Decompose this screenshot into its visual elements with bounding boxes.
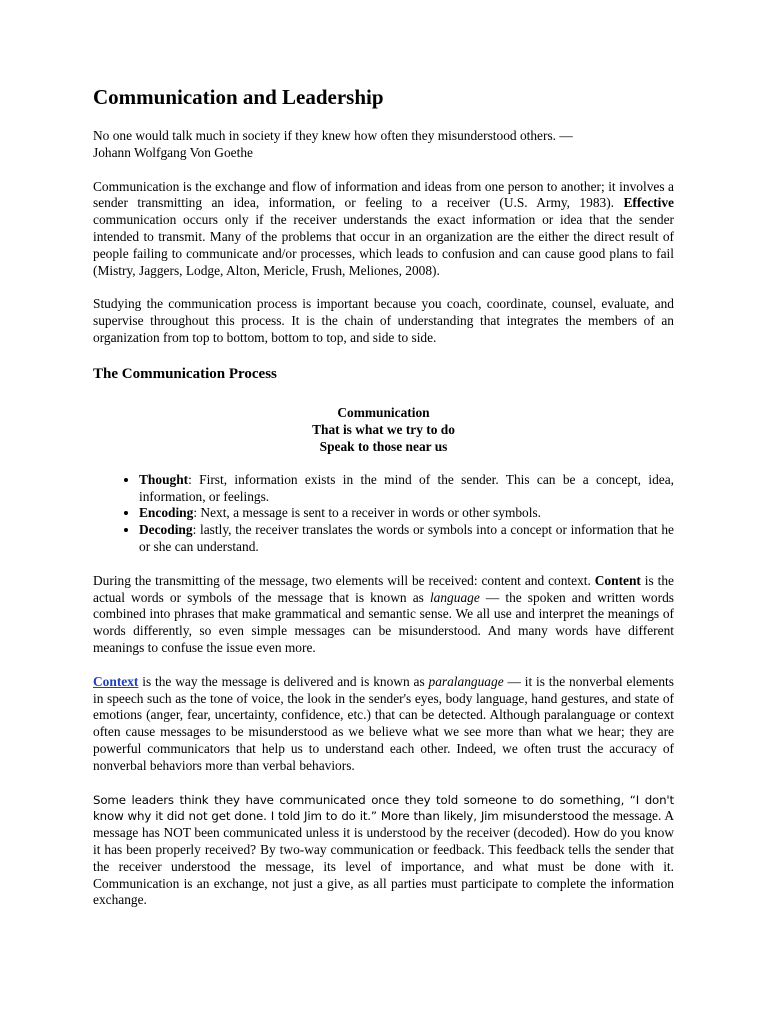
list-item-text: : Next, a message is sent to a receiver in words or other symbols. xyxy=(193,505,542,521)
poem-line: That is what we try to do xyxy=(312,421,455,437)
quote-text: No one would talk much in society if they knew how often they misunderstood others. — xyxy=(93,128,573,143)
quote-author: Johann Wolfgang Von Goethe xyxy=(93,144,253,160)
paragraph-content-bold: Content xyxy=(594,572,641,588)
paragraph-leaders xyxy=(93,792,674,910)
list-item-term: Decoding xyxy=(139,522,193,538)
document-body xyxy=(93,84,674,926)
list-item xyxy=(139,505,674,522)
context-link[interactable]: Context xyxy=(93,673,139,689)
paragraph-studying: Studying the communication process is important because you coach, coordinate, counsel, evaluate, and supervise throughout this process. It is the chain of understanding that integrates the members of an organization from top to bottom, bottom to top, and side to side. xyxy=(93,296,674,345)
poem xyxy=(93,404,674,455)
paragraph-leaders-rest: the message. A message has NOT been communicated unless it is understood by the receiver (decoded). How do you know it has been properly received? By two-way communication or feedback. This feedback tells the sender that the receiver understood the message, its level of importance, and what must be done with it. Communication is an exchange, not just a give, as all parties must participate to complete the information exchange. xyxy=(93,808,674,908)
process-list xyxy=(93,472,674,556)
quote-paragraph xyxy=(93,128,674,162)
paragraph-context-b: — it is the nonverbal elements in speech such as the tone of voice, the look in the sender's eyes, body language, hand gestures, and state of emotions (anger, fear, uncertainty, confidence, etc.) that can be detected. Although paralanguage or context often cause messages to be misunderstood as we believe what we see more than what we hear; they are powerful communicators that help us to understand each other. Indeed, we often trust the accuracy of nonverbal behaviors more than verbal behaviors. xyxy=(93,673,674,773)
list-item xyxy=(139,522,674,556)
paragraph-leaders-sans: Some leaders think they have communicated once they told someone to do something, “I don't know why it did not get done. I told Jim to do it.” More than likely, Jim misunderstood xyxy=(93,792,674,824)
list-item-term: Thought xyxy=(139,471,189,487)
paragraph-content-a: During the transmitting of the message, two elements will be received: content and context. xyxy=(93,572,595,588)
list-item xyxy=(139,472,674,506)
paragraph-definition xyxy=(93,179,674,280)
paragraph-content-italic: language xyxy=(429,589,480,605)
paragraph-definition-a: Communication is the exchange and flow of information and ideas from one person to another; it involves a sender transmitting an idea, information, or feeling to a receiver (U.S. Army, 1983). xyxy=(93,178,674,211)
paragraph-definition-bold: Effective xyxy=(623,195,674,211)
paragraph-content xyxy=(93,573,674,657)
list-item-text: : First, information exists in the mind of the sender. This can be a concept, idea, information, or feelings. xyxy=(139,471,674,504)
list-item-term: Encoding xyxy=(139,505,194,521)
section-heading: The Communication Process xyxy=(93,365,277,382)
paragraph-context-a: is the way the message is delivered and is known as xyxy=(138,673,429,689)
list-item-text: : lastly, the receiver translates the words or symbols into a concept or information that he or she can understand. xyxy=(139,522,674,554)
paragraph-definition-b: communication occurs only if the receiver understands the exact information or idea that the sender intended to transmit. Many of the problems that occur in an organization are the either the direct result of people failing to communicate and/or processes, which leads to confusion and can cause good plans to fail (Mistry, Jaggers, Lodge, Alton, Mericle, Frush, Meliones, 2008). xyxy=(93,212,674,278)
poem-line: Communication xyxy=(337,404,430,420)
paragraph-content-b: is the actual words or symbols of the message that is known as xyxy=(93,572,674,605)
paragraph-content-c: — the spoken and written words combined into phrases that make grammatical and semantic sense. We all use and interpret the meanings of words differently, so even simple messages can be misunderstood. And many words have different meanings to confuse the issue even more. xyxy=(93,589,674,655)
poem-line: Speak to those near us xyxy=(319,438,448,454)
paragraph-context xyxy=(93,674,674,775)
page-title: Communication and Leadership xyxy=(93,85,384,109)
paragraph-context-italic: paralanguage xyxy=(428,673,504,689)
